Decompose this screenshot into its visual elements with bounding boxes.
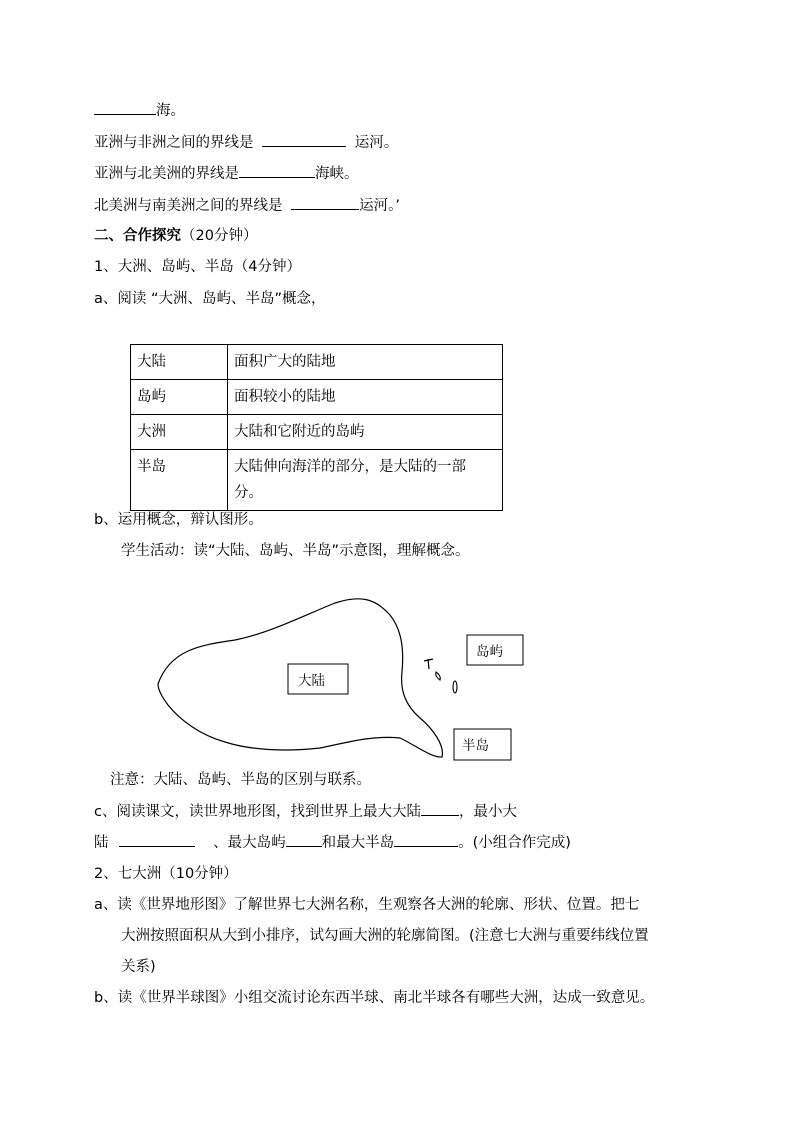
table-term: 大陆 <box>131 345 228 380</box>
part2-a-line2: 大洲按照面积从大到小排序，试勾画大洲的轮廓简图。(注意七大洲与重要纬线位置 <box>121 928 649 944</box>
boundary-1-suffix: 海。 <box>156 103 185 119</box>
label-mainland: 大陆 <box>298 673 325 689</box>
part1-b: b、运用概念，辩认图形。 <box>94 512 263 528</box>
label-peninsula: 半岛 <box>462 738 489 754</box>
table-definition-line: 分。 <box>234 485 263 501</box>
part1-c-line2 <box>94 832 571 853</box>
table-definition-line: 大陆伸向海洋的部分，是大陆的一部 <box>234 459 466 475</box>
boundary-3-prefix: 亚洲与北美洲的界线是 <box>94 166 239 182</box>
island-small-1 <box>424 659 433 669</box>
answer-blank[interactable] <box>421 801 459 816</box>
section-heading-time: （20分钟） <box>181 228 258 244</box>
table-definition: 面积较小的陆地 <box>228 380 503 415</box>
table-term: 半岛 <box>131 450 228 511</box>
c-text-3: 陆 <box>94 835 109 851</box>
island-small-2 <box>436 672 441 680</box>
part1-c-line1 <box>94 801 517 822</box>
table-definition: 大陆和它附近的岛屿 <box>228 415 503 450</box>
part2-a-line1: a、读《世界地形图》了解世界七大洲名称，生观察各大洲的轮廓、形状、位置。把七 <box>94 897 640 913</box>
c-text-2: ，最小大 <box>458 804 517 820</box>
section-heading-title: 二、合作探究 <box>94 228 181 244</box>
note: 注意：大陆、岛屿、半岛的区别与联系。 <box>110 772 371 788</box>
boundary-4-suffix: 运河。’ <box>359 198 400 214</box>
c-text-4: 、最大岛屿 <box>213 835 286 851</box>
c-text-5: 和最大半岛 <box>321 835 395 851</box>
part2-a-line3: 关系) <box>121 959 156 975</box>
part1-title: 1、大洲、岛屿、半岛（4分钟） <box>94 259 301 275</box>
table-term: 岛屿 <box>131 380 228 415</box>
table-definition: 面积广大的陆地 <box>228 345 503 380</box>
island-small-3 <box>453 681 457 693</box>
table-term: 大洲 <box>131 415 228 450</box>
boundary-3-suffix: 海峡。 <box>315 166 359 182</box>
c-text-6: 。(小组合作完成) <box>458 835 571 851</box>
answer-blank[interactable] <box>394 832 458 847</box>
boundary-2-prefix: 亚洲与非洲之间的界线是 <box>94 135 254 151</box>
label-island: 岛屿 <box>476 644 503 660</box>
part1-a: a、阅读 “大洲、岛屿、半岛”概念， <box>94 291 326 307</box>
part2-title: 2、七大洲（10分钟） <box>94 866 238 882</box>
c-text-1: c、阅读课文，读世界地形图，找到世界上最大大陆 <box>94 804 421 820</box>
answer-blank[interactable] <box>119 832 195 847</box>
boundary-4-prefix: 北美洲与南美洲之间的界线是 <box>94 198 283 214</box>
boundary-2-suffix: 运河。 <box>354 135 399 151</box>
part2-b: b、读《世界半球图》小组交流讨论东西半球、南北半球各有哪些大洲，达成一致意见。 <box>94 990 655 1006</box>
answer-blank[interactable] <box>286 832 322 847</box>
student-activity: 学生活动：读“大陆、岛屿、半岛”示意图，理解概念。 <box>121 543 470 559</box>
